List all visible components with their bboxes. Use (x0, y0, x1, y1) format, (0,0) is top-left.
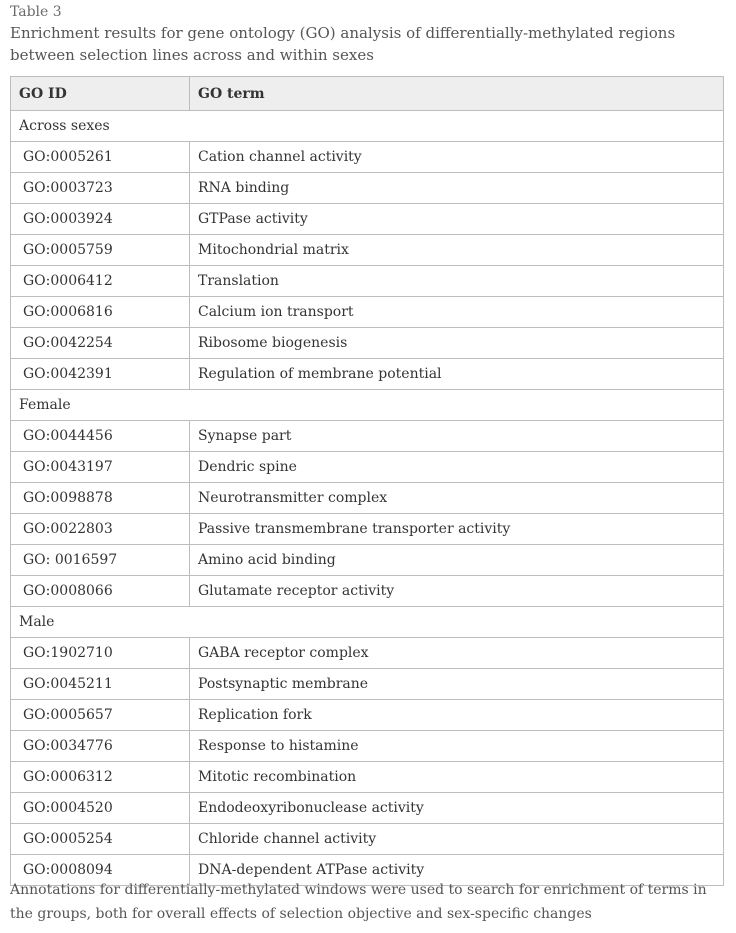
go-term-cell: GTPase activity (190, 204, 724, 235)
table-row (11, 762, 724, 793)
go-term-cell: Replication fork (190, 700, 724, 731)
go-term-cell: Translation (190, 266, 724, 297)
go-id-cell: GO:0022803 (11, 514, 190, 545)
table-row (11, 266, 724, 297)
table-row (11, 452, 724, 483)
table-caption: Enrichment results for gene ontology (GO) analysis of differentially-methylated regions between selection lines across and within sexes (10, 24, 676, 64)
go-id-cell: GO:0044456 (11, 421, 190, 452)
table-row (11, 235, 724, 266)
go-term-cell: Response to histamine (190, 731, 724, 762)
table-row (11, 545, 724, 576)
go-term-cell: Glutamate receptor activity (190, 576, 724, 607)
go-term-cell: Neurotransmitter complex (190, 483, 724, 514)
table-footnote: Annotations for differentially-methylated windows were used to search for enrichment of terms in the groups, both for overall effects of selection objective and sex-specific changes (10, 882, 707, 922)
table-row (11, 173, 724, 204)
table-row (11, 483, 724, 514)
go-id-cell: GO:0042391 (11, 359, 190, 390)
section-label: Male (11, 607, 724, 638)
go-id-cell: GO:0005261 (11, 142, 190, 173)
table-row (11, 638, 724, 669)
go-term-cell: Cation channel activity (190, 142, 724, 173)
go-term-cell: GABA receptor complex (190, 638, 724, 669)
go-id-cell: GO:0045211 (11, 669, 190, 700)
go-term-cell: Ribosome biogenesis (190, 328, 724, 359)
header-go-id: GO ID (11, 77, 190, 111)
go-id-cell: GO: 0016597 (11, 545, 190, 576)
go-id-cell: GO:0004520 (11, 793, 190, 824)
table-row (11, 576, 724, 607)
go-id-cell: GO:0006816 (11, 297, 190, 328)
go-term-cell: Amino acid binding (190, 545, 724, 576)
section-row (11, 390, 724, 421)
table-row (11, 421, 724, 452)
table-row (11, 297, 724, 328)
go-id-cell: GO:0034776 (11, 731, 190, 762)
table-row (11, 700, 724, 731)
go-id-cell: GO:0006312 (11, 762, 190, 793)
go-id-cell: GO:0098878 (11, 483, 190, 514)
go-term-cell: Mitotic recombination (190, 762, 724, 793)
table-row (11, 669, 724, 700)
section-row (11, 111, 724, 142)
table-row (11, 793, 724, 824)
table-row (11, 328, 724, 359)
go-id-cell: GO:0006412 (11, 266, 190, 297)
go-id-cell: GO:0008066 (11, 576, 190, 607)
table-label: Table 3 (10, 4, 62, 20)
go-term-cell: Endodeoxyribonuclease activity (190, 793, 724, 824)
go-term-cell: Regulation of membrane potential (190, 359, 724, 390)
go-id-cell: GO:0043197 (11, 452, 190, 483)
table-row (11, 204, 724, 235)
table-row (11, 731, 724, 762)
go-id-cell: GO:0005759 (11, 235, 190, 266)
section-row (11, 607, 724, 638)
go-id-cell: GO:0042254 (11, 328, 190, 359)
table-row (11, 359, 724, 390)
go-id-cell: GO:1902710 (11, 638, 190, 669)
go-term-cell: Synapse part (190, 421, 724, 452)
table-body (11, 111, 724, 886)
table-row (11, 824, 724, 855)
table-row (11, 142, 724, 173)
go-term-cell: DNA-dependent ATPase activity (190, 855, 724, 886)
go-term-cell: Dendric spine (190, 452, 724, 483)
table-row (11, 514, 724, 545)
go-id-cell: GO:0005254 (11, 824, 190, 855)
go-term-cell: Mitochondrial matrix (190, 235, 724, 266)
go-term-cell: Chloride channel activity (190, 824, 724, 855)
go-id-cell: GO:0005657 (11, 700, 190, 731)
header-go-term: GO term (190, 77, 724, 111)
go-term-cell: Calcium ion transport (190, 297, 724, 328)
go-term-cell: Postsynaptic membrane (190, 669, 724, 700)
go-id-cell: GO:0008094 (11, 855, 190, 886)
go-term-cell: RNA binding (190, 173, 724, 204)
header-row (11, 77, 724, 111)
go-id-cell: GO:0003723 (11, 173, 190, 204)
section-label: Across sexes (11, 111, 724, 142)
go-id-cell: GO:0003924 (11, 204, 190, 235)
go-term-cell: Passive transmembrane transporter activity (190, 514, 724, 545)
section-label: Female (11, 390, 724, 421)
go-enrichment-table (10, 76, 724, 886)
